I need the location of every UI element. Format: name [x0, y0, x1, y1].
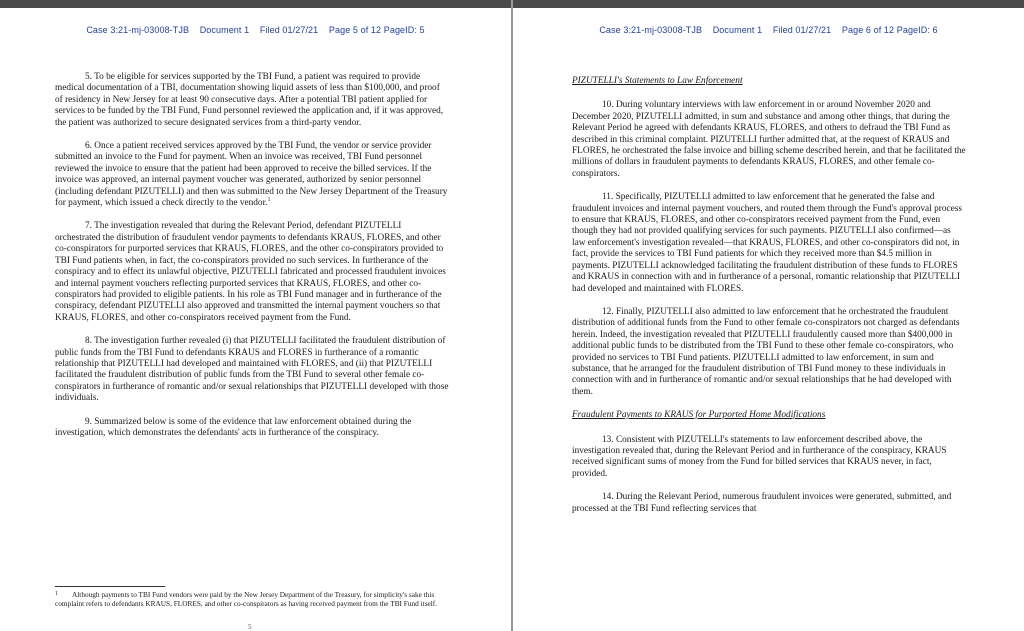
footnote-marker: 1 — [267, 196, 271, 203]
page-id: Page 5 of 12 PageID: 5 — [328, 25, 425, 35]
footnote-rule — [55, 586, 165, 587]
paragraph-5: 5. To be eligible for services supported by the TBI Fund, a patient was required to provide medical documentation of a TBI, documentation showing liquid assets of less than $100,000, and proof of residency in New Jersey for at least 90 consecutive days. After a potential TBI patient applied for services to be funded by the TBI Fund, Fund personnel reviewed the application and, if it was approved, the patient was authorized to secure designated services from a third-party vendor. — [55, 72, 444, 128]
filed-date: Filed 01/27/21 — [259, 25, 319, 35]
filed-date: Filed 01/27/21 — [772, 25, 832, 35]
page-id: Page 6 of 12 PageID: 6 — [841, 25, 938, 35]
paragraph-6-text: 6. Once a patient received services approved by the TBI Fund, the vendor or service provider submitted an invoice to the Fund for payment. When an invoice was received, TBI Fund personnel reviewed the invoice to ensure that the patient had been approved to receive the billed services. If the invoice was approved, an internal payment voucher was generated, authorized by senior personnel (including defendant PIZUTELLI) and then was submitted to the New Jersey Department of the Treasury for payment, which issued a check directly to the vendor. — [55, 141, 448, 209]
page-body — [572, 76, 966, 527]
paragraph-11: 11. Specifically, PIZUTELLI admitted to law enforcement that he generated the false and fraudulent invoices and internal payment vouchers, and routed them through the Fund's approval process to ensure that KRAUS, FLORES, and other co-conspirators received payment from the Fund, even though they had not provided qualifying services for such payments. PIZUTELLI also confirmed—as law enforcement's investigation revealed—that KRAUS, FLORES, and other co-conspirators did not, in fact, provide the services to TBI Fund patients for which they received more than $4.5 million in payments. PIZUTELLI acknowledged facilitating the fraudulent distribution of these funds to FLORES and KRAUS in connection with and in furtherance of a personal, romantic relationship that PIZUTELLI had developed and maintained with FLORES. — [572, 192, 962, 294]
footnote-text: Although payments to TBI Fund vendors were paid by the New Jersey Department of the Treasury, for simplicity's sake this complaint refers to defendants KRAUS, FLORES, and other co-conspirators as having received payment from the TBI Fund itself. — [55, 590, 438, 609]
paragraph-12: 12. Finally, PIZUTELLI also admitted to law enforcement that he orchestrated the fraudulent distribution of additional funds from the Fund to other female co-conspirators not charged as defendants herein. Indeed, the investigation revealed that PIZUTELLI fraudulently caused more than $400,000 in additional public funds to be distributed from the TBI Fund to these other female co-conspirators, who provided no services to TBI Fund patients. PIZUTELLI admitted to law enforcement, in sum and substance, that he arranged for the fraudulent distribution of TBI Fund money to these individuals in connection with and in furtherance of romantic and/or sexual relationships that he had developed with them. — [572, 306, 960, 397]
document-number: Document 1 — [712, 25, 763, 35]
document-page-5 — [0, 8, 511, 631]
paragraph-7: 7. The investigation revealed that during the Relevant Period, defendant PIZUTELLI orchestrated the distribution of fraudulent vendor payments to defendants KRAUS, FLORES, and other co-conspirators for purported services that KRAUS, FLORES, and the other co-conspirators provided to TBI Fund patients when, in fact, the co-conspirators provided no such services. In furtherance of the conspiracy and to effect its unlawful objective, PIZUTELLI fabricated and processed fraudulent invoices and internal payment vouchers reflecting purported services that KRAUS, FLORES, and other co-conspirators had provided to eligible patients. In his role as TBI Fund manager and in furtherance of the conspiracy, defendant PIZUTELLI also approved and transmitted the internal payment vouchers so that KRAUS, FLORES, and other co-conspirators received payment from the Fund. — [55, 221, 446, 323]
footnote — [55, 590, 441, 609]
case-number: Case 3:21-mj-03008-TJB — [86, 25, 190, 35]
paragraph-14: 14. During the Relevant Period, numerous fraudulent invoices were generated, submitted, and processed at the TBI Fund reflecting services that — [572, 492, 952, 514]
section-heading-fraudulent-payments: Fraudulent Payments to KRAUS for Purported Home Modifications — [572, 410, 826, 421]
paragraph-6 — [55, 141, 449, 209]
page-header — [513, 25, 1024, 35]
section-heading-statements: PIZUTELLI's Statements to Law Enforcement — [572, 76, 743, 86]
paragraph-13: 13. Consistent with PIZUTELLI's statements to law enforcement described above, the investigation revealed that, during the Relevant Period and in furtherance of the conspiracy, KRAUS received significant sums of money from the Fund for billed services that KRAUS never, in fact, provided. — [572, 434, 947, 479]
case-number: Case 3:21-mj-03008-TJB — [599, 25, 703, 35]
page-number: 5 — [248, 623, 252, 631]
page-header — [0, 25, 511, 35]
paragraph-10: 10. During voluntary interviews with law enforcement in or around November 2020 and December 2020, PIZUTELLI admitted, in sum and substance and among other things, that during the Relevant Period he agreed with defendants KRAUS, FLORES, and others to defraud the TBI Fund as described in this criminal complaint. PIZUTELLI further admitted that, at the request of KRAUS and FLORES, he orchestrated the false invoice and billing scheme described herein, and that he facilitated the millions of dollars in fraudulent payments to defendants KRAUS, FLORES, and other female co-conspirators. — [572, 100, 966, 179]
paragraph-9: 9. Summarized below is some of the evidence that law enforcement obtained during the investigation, which demonstrates the defendants' acts in furtherance of the conspiracy. — [55, 416, 412, 438]
footnote-number: 1 — [55, 591, 58, 597]
document-number: Document 1 — [199, 25, 250, 35]
paragraph-8: 8. The investigation further revealed (i) that PIZUTELLI facilitated the fraudulent distribution of public funds from the TBI Fund to defendants KRAUS and FLORES in furtherance of a romantic relationship that PIZUTELLI had developed and maintained with FLORES, and (ii) that PIZUTELLI facilitated the fraudulent distribution of public funds from the TBI Fund to several other female co-conspirators in furtherance of romantic and/or sexual relationships that PIZUTELLI developed with those individuals. — [55, 336, 449, 404]
document-page-6 — [513, 8, 1024, 631]
page-body — [55, 72, 449, 451]
